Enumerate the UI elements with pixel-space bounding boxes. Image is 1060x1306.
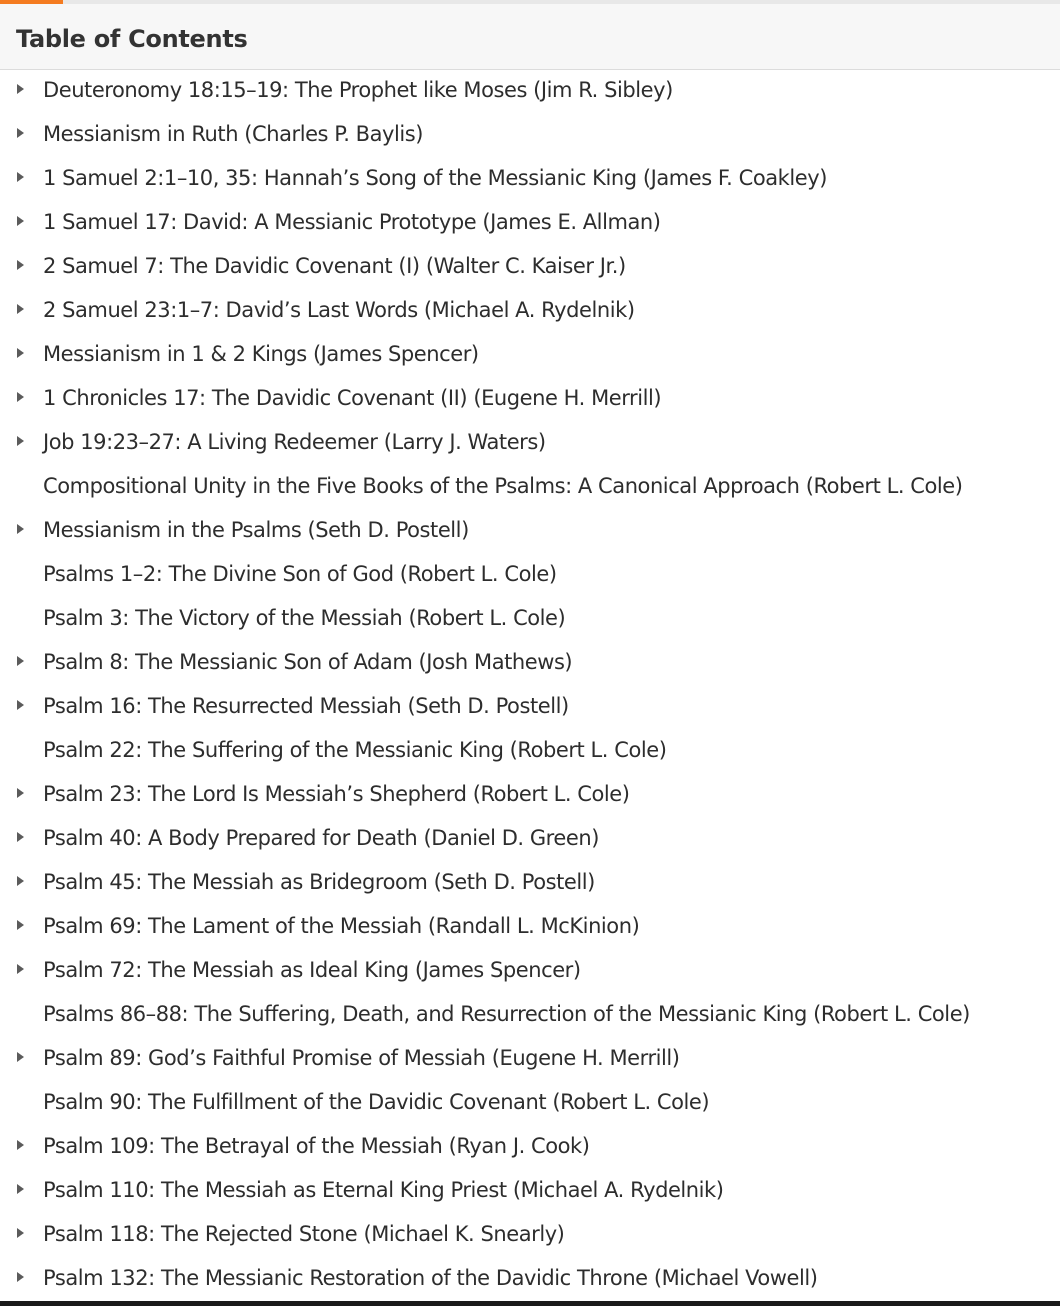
- toc-item-label[interactable]: Psalms 1–2: The Divine Son of God (Robert L. Cole): [43, 562, 557, 586]
- toc-item[interactable]: [0, 1256, 1060, 1300]
- caret-right-icon[interactable]: [15, 640, 27, 684]
- caret-right-icon[interactable]: [15, 816, 27, 860]
- toc-item-label[interactable]: Psalm 8: The Messianic Son of Adam (Josh Mathews): [43, 650, 573, 674]
- toc-item-label[interactable]: Messianism in Ruth (Charles P. Baylis): [43, 122, 424, 146]
- caret-right-icon[interactable]: [15, 332, 27, 376]
- toc-item-label[interactable]: 1 Samuel 17: David: A Messianic Prototype (James E. Allman): [43, 210, 661, 234]
- toc-item-label[interactable]: Messianism in the Psalms (Seth D. Postell): [43, 518, 469, 542]
- caret-right-icon[interactable]: [15, 1036, 27, 1080]
- toc-item[interactable]: [0, 1212, 1060, 1256]
- toc-item-label[interactable]: Job 19:23–27: A Living Redeemer (Larry J. Waters): [43, 430, 546, 454]
- toc-item[interactable]: [0, 552, 1060, 596]
- toc-item[interactable]: [0, 332, 1060, 376]
- toc-item-label[interactable]: 2 Samuel 7: The Davidic Covenant (I) (Walter C. Kaiser Jr.): [43, 254, 626, 278]
- toc-item[interactable]: [0, 992, 1060, 1036]
- panel-header: [0, 4, 1060, 70]
- toc-item-label[interactable]: Messianism in 1 & 2 Kings (James Spencer): [43, 342, 479, 366]
- toc-item-label[interactable]: 1 Samuel 2:1–10, 35: Hannah’s Song of the Messianic King (James F. Coakley): [43, 166, 827, 190]
- toc-item[interactable]: [0, 112, 1060, 156]
- bottom-edge: [0, 1301, 1060, 1306]
- toc-item[interactable]: [0, 596, 1060, 640]
- toc-item-label[interactable]: Psalm 3: The Victory of the Messiah (Robert L. Cole): [43, 606, 566, 630]
- toc-item[interactable]: [0, 640, 1060, 684]
- caret-right-icon[interactable]: [15, 1124, 27, 1168]
- toc-item[interactable]: [0, 508, 1060, 552]
- toc-item[interactable]: [0, 772, 1060, 816]
- toc-item[interactable]: [0, 1168, 1060, 1212]
- toc-item-label[interactable]: Psalm 89: God’s Faithful Promise of Messiah (Eugene H. Merrill): [43, 1046, 680, 1070]
- caret-right-icon[interactable]: [15, 244, 27, 288]
- toc-item[interactable]: [0, 200, 1060, 244]
- caret-right-icon[interactable]: [15, 112, 27, 156]
- caret-right-icon[interactable]: [15, 1168, 27, 1212]
- caret-right-icon[interactable]: [15, 1212, 27, 1256]
- toc-item-label[interactable]: Psalms 86–88: The Suffering, Death, and Resurrection of the Messianic King (Robert L. Cole): [43, 1002, 970, 1026]
- toc-item-label[interactable]: Psalm 72: The Messiah as Ideal King (James Spencer): [43, 958, 581, 982]
- toc-item-label[interactable]: Psalm 22: The Suffering of the Messianic King (Robert L. Cole): [43, 738, 667, 762]
- caret-right-icon[interactable]: [15, 508, 27, 552]
- toc-item[interactable]: [0, 684, 1060, 728]
- toc-item-label[interactable]: Psalm 16: The Resurrected Messiah (Seth D. Postell): [43, 694, 569, 718]
- toc-item[interactable]: [0, 68, 1060, 112]
- toc-item[interactable]: [0, 244, 1060, 288]
- caret-right-icon[interactable]: [15, 772, 27, 816]
- toc-item[interactable]: [0, 728, 1060, 772]
- toc-item-label[interactable]: Deuteronomy 18:15–19: The Prophet like Moses (Jim R. Sibley): [43, 78, 673, 102]
- toc-item[interactable]: [0, 1036, 1060, 1080]
- table-of-contents-list: [0, 68, 1060, 1300]
- caret-right-icon[interactable]: [15, 200, 27, 244]
- toc-item-label[interactable]: 2 Samuel 23:1–7: David’s Last Words (Michael A. Rydelnik): [43, 298, 635, 322]
- toc-item-label[interactable]: Psalm 69: The Lament of the Messiah (Randall L. McKinion): [43, 914, 640, 938]
- toc-item-label[interactable]: 1 Chronicles 17: The Davidic Covenant (II) (Eugene H. Merrill): [43, 386, 662, 410]
- toc-item[interactable]: [0, 948, 1060, 992]
- caret-right-icon[interactable]: [15, 420, 27, 464]
- toc-item[interactable]: [0, 904, 1060, 948]
- caret-right-icon[interactable]: [15, 904, 27, 948]
- toc-item-label[interactable]: Psalm 40: A Body Prepared for Death (Daniel D. Green): [43, 826, 599, 850]
- toc-item[interactable]: [0, 288, 1060, 332]
- toc-item[interactable]: [0, 1124, 1060, 1168]
- caret-right-icon[interactable]: [15, 1256, 27, 1300]
- caret-right-icon[interactable]: [15, 156, 27, 200]
- toc-item[interactable]: [0, 156, 1060, 200]
- toc-item[interactable]: [0, 860, 1060, 904]
- toc-item[interactable]: [0, 420, 1060, 464]
- toc-item[interactable]: [0, 816, 1060, 860]
- caret-right-icon[interactable]: [15, 860, 27, 904]
- caret-right-icon[interactable]: [15, 948, 27, 992]
- toc-item-label[interactable]: Psalm 110: The Messiah as Eternal King Priest (Michael A. Rydelnik): [43, 1178, 724, 1202]
- panel-title: Table of Contents: [16, 25, 248, 53]
- caret-right-icon[interactable]: [15, 376, 27, 420]
- toc-item[interactable]: [0, 376, 1060, 420]
- toc-item[interactable]: [0, 1080, 1060, 1124]
- toc-item-label[interactable]: Psalm 109: The Betrayal of the Messiah (Ryan J. Cook): [43, 1134, 590, 1158]
- toc-item-label[interactable]: Psalm 23: The Lord Is Messiah’s Shepherd (Robert L. Cole): [43, 782, 630, 806]
- toc-item-label[interactable]: Compositional Unity in the Five Books of the Psalms: A Canonical Approach (Robert L. Cole): [43, 474, 963, 498]
- caret-right-icon[interactable]: [15, 68, 27, 112]
- toc-item[interactable]: [0, 464, 1060, 508]
- caret-right-icon[interactable]: [15, 684, 27, 728]
- toc-item-label[interactable]: Psalm 90: The Fulfillment of the Davidic Covenant (Robert L. Cole): [43, 1090, 710, 1114]
- toc-item-label[interactable]: Psalm 118: The Rejected Stone (Michael K. Snearly): [43, 1222, 565, 1246]
- caret-right-icon[interactable]: [15, 288, 27, 332]
- toc-item-label[interactable]: Psalm 45: The Messiah as Bridegroom (Seth D. Postell): [43, 870, 595, 894]
- toc-item-label[interactable]: Psalm 132: The Messianic Restoration of the Davidic Throne (Michael Vowell): [43, 1266, 818, 1290]
